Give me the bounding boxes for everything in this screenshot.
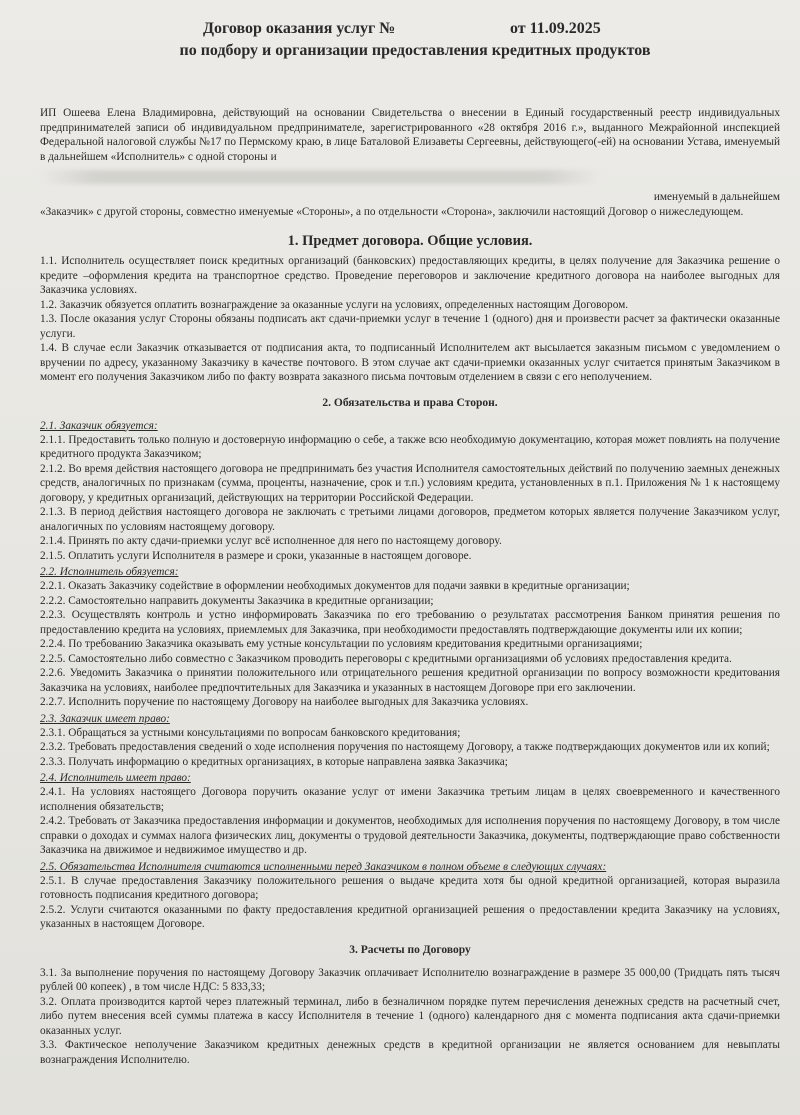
clause: 2.2.1. Оказать Заказчику содействие в оформлении необходимых документов для подачи заявки в кредитные организации; bbox=[40, 580, 630, 592]
clause: 2.3.2. Требовать предоставления сведений о ходе исполнения поручения по настоящему Договору, а также подтверждающих документов или их копий; bbox=[40, 741, 770, 753]
clause: 1.1. Исполнитель осуществляет поиск кредитных организаций (банковских) предоставляющих кредиты, в целях получение для Заказчика решение о кредите –оформления кредита на транспортное средство. Проведение переговоров и заключение кредитного договора на наиболее выгодных для Заказчика условиях. bbox=[40, 255, 780, 296]
clause: 2.1.5. Оплатить услуги Исполнителя в размере и сроки, указанные в настоящем договоре. bbox=[40, 549, 472, 562]
clause: 2.5.2. Услуги считаются оказанными по факту предоставления кредитной организацией решения о предоставлении кредита Заказчику на условиях, указанных в настоящем Договоре. bbox=[40, 903, 780, 930]
clause: 2.1.2. Во время действия настоящего договора не предпринимать без участия Исполнителя самостоятельных действий по получению заемных денежных средств, аналогичных по признакам (сумма, проценты, назначение, срок и т.п.) условиям кредита, установленных в п.1. Приложения № 1 к настоящему договору, у кредитных организаций, действующих на территории Российской Федерации. bbox=[40, 462, 780, 504]
clause: 1.3. После оказания услуг Стороны обязаны подписать акт сдачи-приемки услуг в течение 1 (одного) дня и произвести расчет за фактически оказанные услуги. bbox=[40, 313, 780, 340]
document-content bbox=[40, 14, 780, 1067]
clause: 2.2.5. Самостоятельно либо совместно с Заказчиком проводить переговоры с кредитными организациями об условиях предоставления кредита. bbox=[40, 652, 732, 665]
section-3-title: 3. Расчеты по Договору bbox=[349, 943, 471, 956]
redacted-line bbox=[40, 170, 600, 184]
contract-date: от 11.09.2025 bbox=[510, 20, 601, 37]
subsection-heading: 2.3. Заказчик имеет право: bbox=[40, 712, 170, 725]
clause: 2.3.1. Обращаться за устными консультациями по вопросам банковского кредитования; bbox=[40, 726, 461, 739]
clause: 2.4.2. Требовать от Заказчика предоставления информации и документов, необходимых для исполнения поручения по настоящему Договору, в том числе справки о доходах и суммах налога физических лиц, документы о трудовой деятельности Заказчика, документы, подтверждающие право собственности Заказчика на движимое и недвижимое имущество и др. bbox=[40, 815, 780, 856]
clause: 2.2.6. Уведомить Заказчика о принятии положительного или отрицательного решения кредитной организации по вопросу возможности кредитования Заказчика на условиях, наиболее предпочтительных для Заказчика и указанных в настоящем Договоре при его заключении. bbox=[40, 667, 780, 694]
clause: 2.2.2. Самостоятельно направить документы Заказчика в кредитные организации; bbox=[40, 594, 434, 607]
intro-paragraph: ИП Ошеева Елена Владимировна, действующий на основании Свидетельства о внесении в Единый государственный реестр индивидуальных предпринимателей записи об индивидуальном предпринимателе, зарегистрированного «28 октября 2016 г.», выданного Межрайонной инспекцией Федеральной налоговой службы №17 по Пермскому краю, в лице Баталовой Елизаветы Сергеевны, действующего(-ей) на основании Устава, именуемый в дальнейшем «Исполнитель» с одной стороны и bbox=[40, 107, 780, 163]
subsection-heading: 2.5. Обязательства Исполнителя считаются исполненными перед Заказчиком в полном объеме в следующих случаях: bbox=[40, 860, 607, 873]
contract-subtitle: по подбору и организации предоставления кредитных продуктов bbox=[179, 42, 651, 59]
intro-parties: «Заказчик» с другой стороны, совместно именуемые «Стороны», а по отдельности «Сторона», заключили настоящий Договор о нижеследующем. bbox=[40, 205, 744, 218]
clause: 3.3. Фактическое неполучение Заказчиком кредитных денежных средств в кредитной организации не является основанием для невыплаты вознаграждения Исполнителю. bbox=[40, 1039, 780, 1066]
clause: 2.1.4. Принять по акту сдачи-приемки услуг всё исполненное для него по настоящему договору. bbox=[40, 535, 502, 547]
contract-title: Договор оказания услуг № bbox=[203, 20, 396, 37]
subsection-heading: 2.4. Исполнитель имеет право: bbox=[40, 772, 191, 784]
clause: 2.2.7. Исполнить поручение по настоящему Договору на наиболее выгодных для Заказчика условиях. bbox=[40, 696, 529, 708]
clause: 1.4. В случае если Заказчик отказывается от подписания акта, то подписанный Исполнителем акт высылается заказным письмом с уведомлением о вручении по адресу, указанному Заказчику в качестве почтового. В этом случае акт сдачи-приемки оказанных услуг считается принятым Заказчиком в момент его получения Заказчиком либо по факту возврата заказного письма почтовым отделением в связи с его неполучением. bbox=[40, 342, 780, 383]
subsection-heading: 2.1. Заказчик обязуется: bbox=[40, 419, 158, 432]
clause: 2.1.3. В период действия настоящего договора не заключать с третьими лицами договоров, предметом которых является получение Заказчиком услуг, аналогичных по условиям настоящему договору. bbox=[40, 506, 780, 533]
clause: 3.2. Оплата производится картой через платежный терминал, либо в безналичном порядке путем перечисления денежных средств на расчетный счет, либо путем внесения всей суммы платежа в кассу Исполнителя в течение 1 (одного) календарного дня с момента подписания акта сдачи-приемки оказанных услуг. bbox=[40, 995, 780, 1037]
subsection-heading: 2.2. Исполнитель обязуется: bbox=[40, 566, 179, 578]
clause: 2.2.3. Осуществлять контроль и устно информировать Заказчика по его требованию о результатах рассмотрения Банком принятия решения по предоставлению кредита на условиях, приемлемых для Заказчика, при необходимости предоставлять подтверждающие документы или их копии; bbox=[40, 609, 780, 636]
clause: 2.1.1. Предоставить только полную и достоверную информацию о себе, а также всю необходимую документацию, которая может повлиять на получение кредитного продукта Заказчиком; bbox=[40, 433, 780, 460]
clause: 2.3.3. Получать информацию о кредитных организациях, в которые направлена заявка Заказчика; bbox=[40, 755, 508, 768]
section-2-title: 2. Обязательства и права Сторон. bbox=[322, 396, 498, 409]
intro-named-right: именуемый в дальнейшем bbox=[653, 191, 780, 203]
clause: 2.2.4. По требованию Заказчика оказывать ему устные консультации по условиям кредитования кредитными организациями; bbox=[40, 638, 643, 650]
clause: 1.2. Заказчик обязуется оплатить вознаграждение за оказанные услуги на условиях, определенных настоящим Договором. bbox=[40, 298, 629, 311]
title-row bbox=[40, 14, 780, 40]
section-1-title: 1. Предмет договора. Общие условия. bbox=[287, 233, 533, 249]
clause: 2.5.1. В случае предоставления Заказчику положительного решения о выдаче кредита хотя бы одной кредитной организацией, которая выразила готовность подписания кредитного договора; bbox=[40, 874, 780, 901]
clause: 2.4.1. На условиях настоящего Договора поручить оказание услуг от имени Заказчика третьим лицам в целях своевременного и качественного исполнения обязательств; bbox=[40, 786, 780, 813]
clause: 3.1. За выполнение поручения по настоящему Договору Заказчик оплачивает Исполнителю вознаграждение в размере 35 000,00 (Тридцать пять тысяч рублей 00 копеек) , в том числе НДС: 5 833,33; bbox=[40, 966, 780, 993]
